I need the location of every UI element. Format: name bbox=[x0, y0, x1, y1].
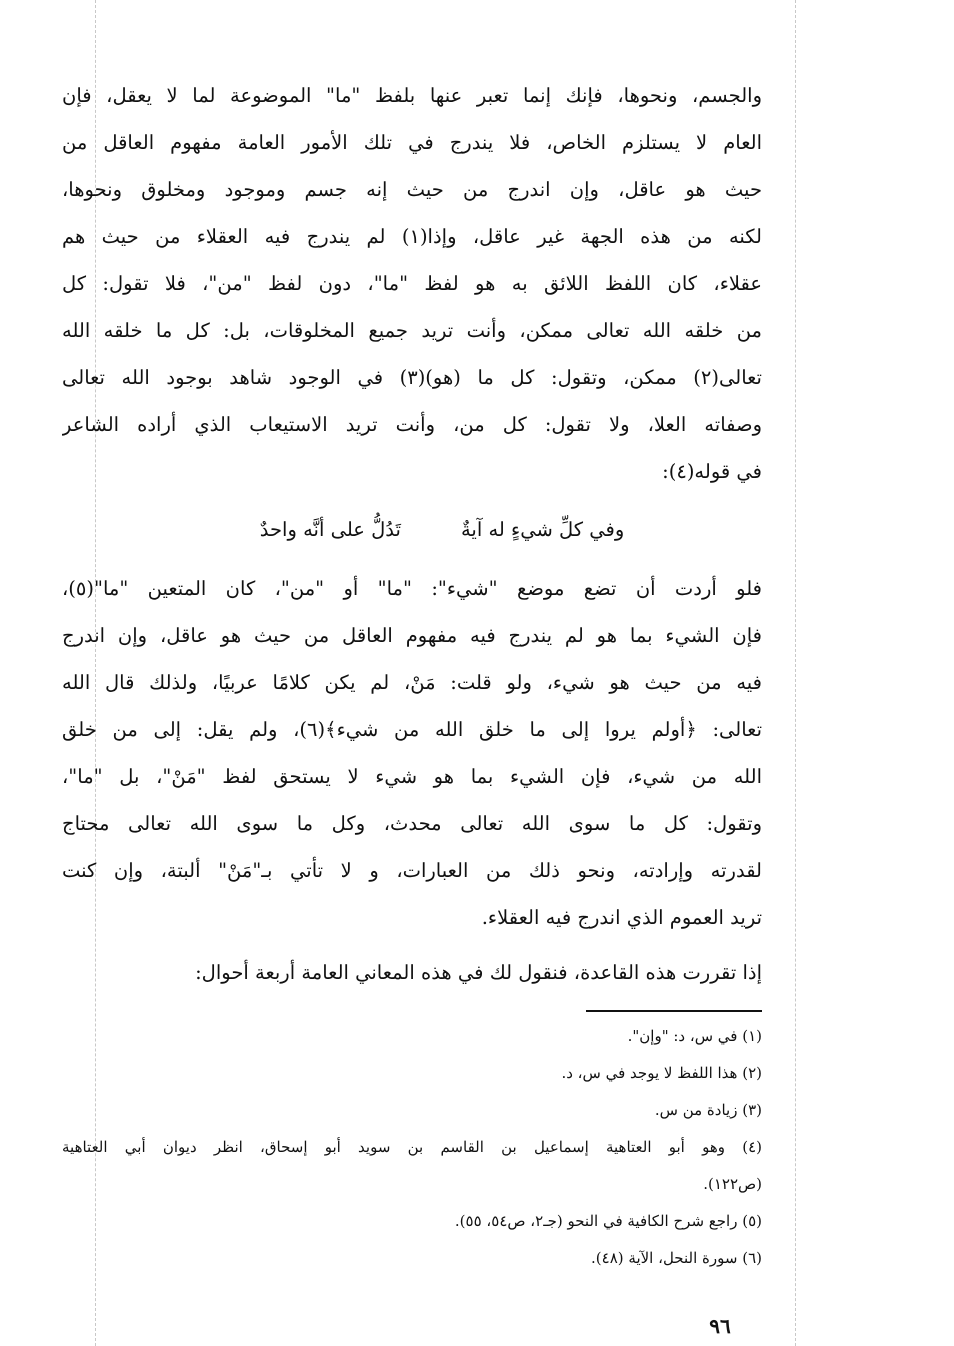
paragraph-line: تعالى: ﴿أولم يروا إلى ما خلق الله من شيء﴾(٦)، ولم يقل: إلى من خلق bbox=[62, 718, 762, 741]
paragraph-line: العام لا يستلزم الخاص، فلا يندرج في تلك الأمور العامة مفهوم العاقل من bbox=[62, 131, 762, 154]
footnote: (١) في س، د: "وإن". bbox=[627, 1027, 762, 1045]
paragraph-line: تعالى(٢) ممكن، وتقول: كل ما (هو)(٣) في الوجود شاهد بوجود الله تعالى bbox=[62, 366, 762, 389]
paragraph-line: عقلاء، كان اللفظ اللائق به هو لفظ "ما"، دون لفظ "من"، فلا تقول: كل bbox=[62, 272, 762, 295]
paragraph-line: لكنه من هذه الجهة غير عاقل، وإذا(١) لم يندرج فيه العقلاء من حيث هم bbox=[62, 225, 762, 248]
footnote: (٤) وهو أبو العتاهية إسماعيل بن القاسم بن سويد أبو إسحاق، انظر ديوان أبي العتاهية bbox=[62, 1138, 762, 1156]
paragraph-line: وتقول: كل ما سوى الله تعالى محدث، وكل ما سوى الله تعالى محتاج bbox=[62, 812, 762, 835]
closing-paragraph: إذا تقررت هذه القاعدة، فنقول لك في هذه المعاني العامة أربعة أحوال: bbox=[195, 961, 762, 984]
footnote: (٢) هذا اللفظ لا يوجد في س، د. bbox=[561, 1064, 762, 1082]
paragraph-line: من خلقه الله تعالى ممكن، وأنت تريد جميع المخلوقات، بل: كل ما خلقه الله bbox=[62, 319, 762, 342]
verse-first-hemistich: وفي كلِّ شيءٍ له آيةٌ bbox=[460, 518, 625, 541]
verse-second-hemistich: تَدُلُّ على أنَّه واحدٌ bbox=[259, 518, 401, 541]
paragraph-line: تريد العموم الذي اندرج فيه العقلاء. bbox=[481, 906, 762, 929]
paragraph-line: والجسم، ونحوها، فإنك إنما تعبر عنها بلفظ "ما" الموضوعة لما لا يعقل، فإن bbox=[62, 84, 762, 107]
scan-guide-line-right bbox=[795, 0, 796, 1346]
paragraph-line: وصفاته العلا، ولا تقول: كل من، وأنت تريد الاستيعاب الذي أراده الشاعر bbox=[62, 413, 762, 436]
paragraph-line: فيه من حيث هو شيء، ولو قلت: مَنْ، لم يكن كلامًا عربيًا، ولذلك قال الله bbox=[62, 671, 762, 694]
footnote-continuation: (ص١٢٢). bbox=[703, 1175, 762, 1193]
paragraph-line: فلو أردت أن تضع موضع "شيء": "ما" أو "من"، كان المتعين "ما"(٥)، bbox=[62, 577, 762, 600]
main-text-block bbox=[62, 72, 762, 1277]
paragraph-line: حيث هو عاقل، وإن اندرج من حيث إنه جسم وموجود ومخلوق ونحوها، bbox=[62, 178, 762, 201]
footnote-separator bbox=[586, 1010, 762, 1012]
footnote: (٦) سورة النحل، الآية (٤٨). bbox=[591, 1249, 762, 1267]
paragraph-line: لقدرته وإرادته، ونحو ذلك من العبارات، و لا تأتي بـ"مَنْ" ألبتة، وإن كنت bbox=[62, 859, 762, 882]
footnote: (٥) راجع شرح الكافية في النحو (جـ٢، ص٥٤، ٥٥). bbox=[454, 1212, 762, 1230]
poetry-verse bbox=[62, 495, 762, 565]
page-number: ٩٦ bbox=[709, 1314, 731, 1338]
footnote: (٣) زيادة من س. bbox=[654, 1101, 762, 1119]
paragraph-line: فإن الشيء بما هو لم يندرج فيه مفهوم العاقل من حيث هو عاقل، وإن اندرج bbox=[62, 624, 762, 647]
paragraph-line: في قوله(٤): bbox=[662, 460, 762, 483]
paragraph-line: الله من شيء، فإن الشيء بما هو شيء لا يستحق لفظ "مَنْ"، بل "ما"، bbox=[62, 765, 762, 788]
